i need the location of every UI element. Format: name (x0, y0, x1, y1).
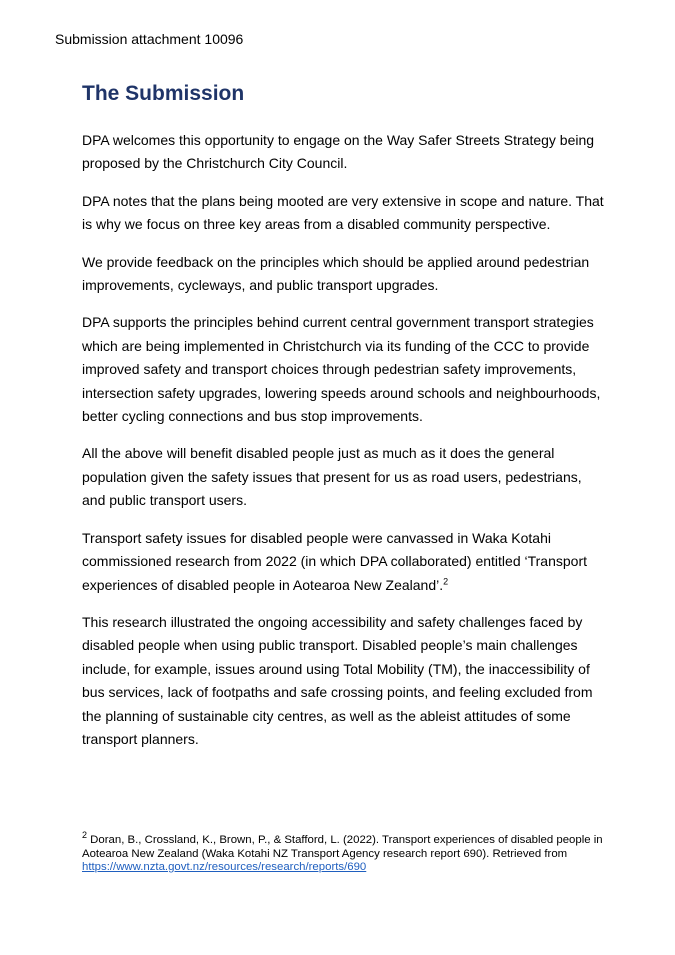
footnote-link[interactable]: https://www.nzta.govt.nz/resources/research/reports/690 (82, 861, 367, 873)
paragraph-5: All the above will benefit disabled people just as much as it does the general population given the safety issues that present for us as road users, pedestrians, and public transport users. (82, 445, 582, 509)
paragraph-4: DPA supports the principles behind current central government transport strategies which are being implemented in Christchurch via its funding of the CCC to provide improved safety and transport choices through pedestrian safety improvements, intersection safety upgrades, lowering speeds around schools and neighbourhoods, better cycling connections and bus stop improvements. (82, 314, 601, 425)
page-title: The Submission (82, 82, 245, 105)
footnote-marker: 2 (82, 830, 88, 841)
page-header: Submission attachment 10096 (55, 31, 244, 47)
paragraph-6 (82, 527, 607, 597)
paragraph-6-text: Transport safety issues for disabled people were canvassed in Waka Kotahi commissioned research from 2022 (in which DPA collaborated) entitled ‘Transport experiences of disabled people in Aotearoa New Zealand’. (82, 529, 588, 593)
document-body (82, 129, 607, 765)
footnote-reference[interactable]: 2 (443, 575, 449, 586)
paragraph-3: We provide feedback on the principles which should be applied around pedestrian improvements, cycleways, and public transport upgrades. (82, 253, 590, 294)
footnote (82, 830, 607, 875)
paragraph-1: DPA welcomes this opportunity to engage on the Way Safer Streets Strategy being proposed by the Christchurch City Council. (82, 132, 595, 172)
paragraph-2: DPA notes that the plans being mooted are very extensive in scope and nature. That is why we focus on three key areas from a disabled community perspective. (82, 192, 604, 233)
footnote-text: Doran, B., Crossland, K., Brown, P., & Stafford, L. (2022). Transport experiences of disabled people in Aotearoa New Zealand (Waka Kotahi NZ Transport Agency research report 690). Retrieved from (82, 834, 603, 860)
paragraph-7: This research illustrated the ongoing accessibility and safety challenges faced by disabled people when using public transport. Disabled people’s main challenges include, for example, issues around using Total Mobility (TM), the inaccessibility of bus services, lack of footpaths and safe crossing points, and feeling excluded from the planning of sustainable city centres, as well as the ableist attitudes of some transport planners. (82, 613, 593, 747)
